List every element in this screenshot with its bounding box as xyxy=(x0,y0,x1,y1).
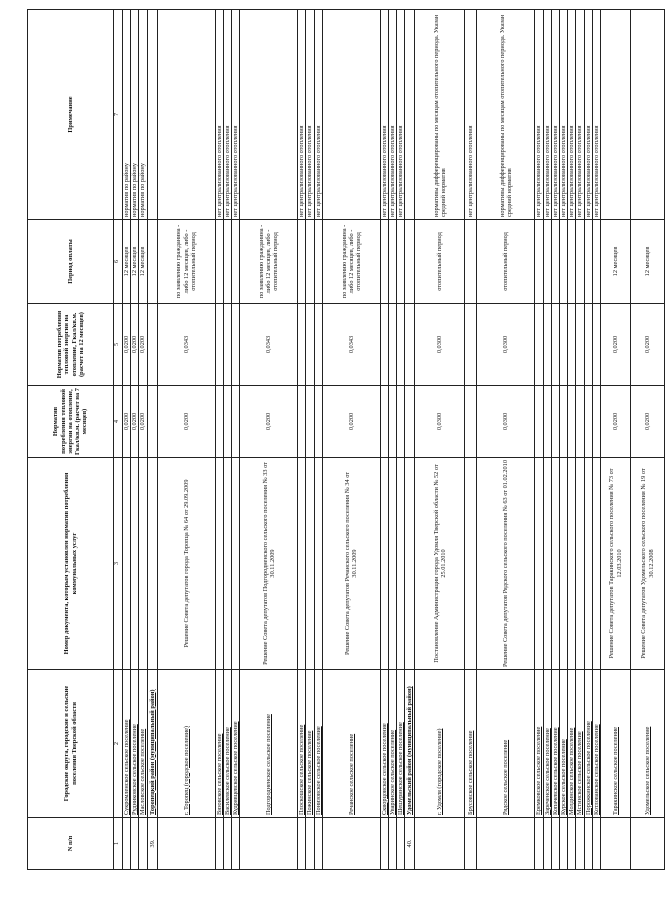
norm-7-months-value xyxy=(543,386,551,458)
settlement-name: Таракинское сельское поселение xyxy=(601,670,631,818)
settlement-name: Речанское сельское поселение xyxy=(322,670,380,818)
norm-12-months-value: 0,0343 xyxy=(157,304,215,386)
norm-12-months-value: 0,0300 xyxy=(415,304,465,386)
norm-12-months-value xyxy=(405,304,415,386)
settlement-name: Рядское сельское поселение xyxy=(477,670,535,818)
norm-12-months-value xyxy=(380,304,388,386)
document-reference: Решение Совета депутатов Рядского сельского поселения № 63 от 01.02.2010 xyxy=(477,458,535,670)
document-reference xyxy=(215,458,223,670)
row-number xyxy=(232,818,240,870)
note-text: нет централизованного отопления xyxy=(535,10,543,220)
note-text: нет централизованного отопления xyxy=(298,10,306,220)
norm-12-months-value: 0,0200 xyxy=(131,304,139,386)
note-text: норматив по району xyxy=(139,10,147,220)
norm-7-months-value xyxy=(397,386,405,458)
table-row xyxy=(477,10,535,870)
document-reference xyxy=(551,458,559,670)
payment-period xyxy=(397,220,405,304)
document-reference xyxy=(131,458,139,670)
payment-period xyxy=(298,220,306,304)
header-row xyxy=(28,10,114,870)
payment-period: 12 месяцев xyxy=(123,220,131,304)
note-text xyxy=(405,10,415,220)
document-reference xyxy=(232,458,240,670)
header-note: Примечание xyxy=(28,10,114,220)
payment-period xyxy=(584,220,592,304)
note-text: нормативы дифференцированы по месяцам отопительного периода. Указан средний норматив xyxy=(415,10,465,220)
settlement-name: Шешуринское сельское поселение xyxy=(397,670,405,818)
norm-12-months-value xyxy=(551,304,559,386)
note-text: нет централизованного отопления xyxy=(592,10,600,220)
note-text xyxy=(240,10,298,220)
settlement-name: г. Удомля (городское поселение) xyxy=(415,670,465,818)
document-reference xyxy=(380,458,388,670)
norm-7-months-value xyxy=(380,386,388,458)
document-reference xyxy=(314,458,322,670)
norm-12-months-value xyxy=(576,304,584,386)
document-reference xyxy=(147,458,157,670)
payment-period xyxy=(543,220,551,304)
norm-7-months-value xyxy=(465,386,477,458)
payment-period xyxy=(568,220,576,304)
norm-12-months-value xyxy=(314,304,322,386)
note-text xyxy=(147,10,157,220)
note-text xyxy=(601,10,631,220)
norm-12-months-value xyxy=(584,304,592,386)
document-reference xyxy=(576,458,584,670)
table-row xyxy=(576,10,584,870)
note-text: норматив по району xyxy=(131,10,139,220)
settlement-name: Уваринское сельское поселение xyxy=(389,670,397,818)
heating-norms-table xyxy=(27,9,665,870)
document-reference xyxy=(543,458,551,670)
note-text: нет централизованного отопления xyxy=(397,10,405,220)
settlement-name: Курское сельское поселение xyxy=(560,670,568,818)
row-number: 39. xyxy=(147,818,157,870)
settlement-name: Пожинское сельское поселение xyxy=(306,670,314,818)
norm-7-months-value xyxy=(405,386,415,458)
payment-period xyxy=(306,220,314,304)
row-number xyxy=(223,818,231,870)
payment-period xyxy=(535,220,543,304)
note-text: нет централизованного отопления xyxy=(543,10,551,220)
settlement-name: Масловское сельское поселение xyxy=(139,670,147,818)
norm-12-months-value xyxy=(223,304,231,386)
row-number xyxy=(157,818,215,870)
norm-7-months-value xyxy=(306,386,314,458)
norm-7-months-value: 0,0200 xyxy=(631,386,665,458)
norm-7-months-value: 0,0200 xyxy=(240,386,298,458)
document-reference xyxy=(560,458,568,670)
norm-12-months-value: 0,0343 xyxy=(322,304,380,386)
note-text: нет централизованного отопления xyxy=(560,10,568,220)
norm-7-months-value xyxy=(551,386,559,458)
settlement-name: Удомельский район (муниципальный район) xyxy=(405,670,415,818)
norm-7-months-value xyxy=(298,386,306,458)
table-row xyxy=(560,10,568,870)
table-row xyxy=(415,10,465,870)
note-text: нет централизованного отопления xyxy=(568,10,576,220)
document-reference xyxy=(389,458,397,670)
payment-period xyxy=(314,220,322,304)
norm-7-months-value xyxy=(223,386,231,458)
document-reference xyxy=(139,458,147,670)
norm-12-months-value xyxy=(465,304,477,386)
norm-7-months-value: 0,0200 xyxy=(157,386,215,458)
payment-period: 12 месяцев xyxy=(601,220,631,304)
column-number-row xyxy=(114,10,123,870)
table-row xyxy=(397,10,405,870)
note-text: нет централизованного отопления xyxy=(576,10,584,220)
document-reference xyxy=(223,458,231,670)
settlement-name: Еремковское сельское поселение xyxy=(535,670,543,818)
payment-period xyxy=(380,220,388,304)
row-number xyxy=(215,818,223,870)
note-text: нет централизованного отопления xyxy=(389,10,397,220)
row-number xyxy=(477,818,535,870)
norm-12-months-value xyxy=(215,304,223,386)
settlement-name: Кудрявцевское сельское поселение xyxy=(232,670,240,818)
row-number xyxy=(415,818,465,870)
payment-period: 12 месяцев xyxy=(131,220,139,304)
table-row xyxy=(232,10,240,870)
payment-period xyxy=(215,220,223,304)
norm-12-months-value xyxy=(535,304,543,386)
norm-12-months-value xyxy=(560,304,568,386)
norm-12-months-value xyxy=(298,304,306,386)
settlement-name: Мстинское сельское поселение xyxy=(576,670,584,818)
document-reference xyxy=(592,458,600,670)
settlement-name: г. Торопец (городское поселение) xyxy=(157,670,215,818)
table-row xyxy=(322,10,380,870)
norm-12-months-value: 0,0200 xyxy=(601,304,631,386)
table-row xyxy=(568,10,576,870)
settlement-name: Зареченское сельское поселение xyxy=(543,670,551,818)
column-number: 2 xyxy=(114,670,123,818)
row-number xyxy=(314,818,322,870)
payment-period xyxy=(465,220,477,304)
settlement-name: Молдинское сельское поселение xyxy=(568,670,576,818)
norm-7-months-value xyxy=(314,386,322,458)
norm-7-months-value: 0,0300 xyxy=(477,386,535,458)
header-norm-12-months: Норматив потребления тепловой энергии на отопление, Гкал/кв.м. (расчет на 12 месяцев) xyxy=(28,304,114,386)
row-number xyxy=(535,818,543,870)
table-row xyxy=(535,10,543,870)
norm-7-months-value xyxy=(147,386,157,458)
row-number xyxy=(631,818,665,870)
document-reference: Постановление Администрации города Удомля Тверской области № 52 от 25.01.2010 xyxy=(415,458,465,670)
row-number: 40. xyxy=(405,818,415,870)
document-reference xyxy=(397,458,405,670)
table-row xyxy=(631,10,665,870)
column-number: 5 xyxy=(114,304,123,386)
document-reference xyxy=(584,458,592,670)
note-text: нормативы дифференцированы по месяцам отопительного периода. Указан средний норматив xyxy=(477,10,535,220)
table-body xyxy=(123,10,665,870)
note-text xyxy=(157,10,215,220)
norm-12-months-value: 0,0343 xyxy=(240,304,298,386)
payment-period: по заявлению гражданина - либо 12 месяцев, либо - отопительный период xyxy=(240,220,298,304)
norm-7-months-value xyxy=(535,386,543,458)
norm-7-months-value: 0,0200 xyxy=(139,386,147,458)
note-text xyxy=(631,10,665,220)
payment-period: 12 месяцев xyxy=(139,220,147,304)
document-reference xyxy=(123,458,131,670)
norm-12-months-value: 0,0200 xyxy=(631,304,665,386)
norm-12-months-value: 0,0300 xyxy=(477,304,535,386)
norm-12-months-value xyxy=(543,304,551,386)
document-reference: Решение Совета депутатов Речанского сельского поселения № 34 от 30.11.2009 xyxy=(322,458,380,670)
norm-7-months-value xyxy=(584,386,592,458)
norm-7-months-value: 0,0200 xyxy=(123,386,131,458)
norm-12-months-value xyxy=(568,304,576,386)
row-number xyxy=(601,818,631,870)
header-document: Номер документа, которым установлен норматив потребления коммунальных услуг xyxy=(28,458,114,670)
row-number xyxy=(543,818,551,870)
document-reference xyxy=(306,458,314,670)
column-number: 3 xyxy=(114,458,123,670)
table-row xyxy=(139,10,147,870)
table-row xyxy=(306,10,314,870)
table-row xyxy=(123,10,131,870)
settlement-name: Рудниковское сельское поселение xyxy=(131,670,139,818)
payment-period xyxy=(232,220,240,304)
row-number xyxy=(560,818,568,870)
norm-7-months-value xyxy=(568,386,576,458)
payment-period: по заявлению гражданина - либо 12 месяцев, либо - отопительный период xyxy=(157,220,215,304)
row-number xyxy=(139,818,147,870)
norm-7-months-value xyxy=(560,386,568,458)
norm-12-months-value xyxy=(306,304,314,386)
table-row xyxy=(147,10,157,870)
column-number: 6 xyxy=(114,220,123,304)
table-row xyxy=(157,10,215,870)
table-row xyxy=(389,10,397,870)
settlement-name: Подгородненское сельское поселение xyxy=(240,670,298,818)
payment-period xyxy=(592,220,600,304)
payment-period xyxy=(576,220,584,304)
settlement-name: Василевское сельское поселение xyxy=(223,670,231,818)
table-row xyxy=(223,10,231,870)
column-number: 7 xyxy=(114,10,123,220)
payment-period xyxy=(389,220,397,304)
table-row xyxy=(215,10,223,870)
payment-period: 12 месяцев xyxy=(631,220,665,304)
document-reference xyxy=(298,458,306,670)
table-row xyxy=(405,10,415,870)
payment-period: по заявлению гражданина - либо 12 месяцев, либо - отопительный период xyxy=(322,220,380,304)
norm-12-months-value xyxy=(232,304,240,386)
note-text: норматив по району xyxy=(123,10,131,220)
table-row xyxy=(240,10,298,870)
payment-period xyxy=(560,220,568,304)
settlement-name: Торопецкий район (муниципальный район) xyxy=(147,670,157,818)
norm-7-months-value: 0,0200 xyxy=(601,386,631,458)
settlement-name: Вязовское сельское поселение xyxy=(215,670,223,818)
row-number xyxy=(298,818,306,870)
settlement-name: Сукромленское сельское поселение xyxy=(123,670,131,818)
rotated-table-container xyxy=(27,10,655,870)
table-row xyxy=(380,10,388,870)
norm-7-months-value: 0,0200 xyxy=(131,386,139,458)
row-number xyxy=(568,818,576,870)
table-row xyxy=(543,10,551,870)
row-number xyxy=(389,818,397,870)
table-row xyxy=(298,10,306,870)
document-reference xyxy=(535,458,543,670)
column-number: 4 xyxy=(114,386,123,458)
table-row xyxy=(584,10,592,870)
norm-12-months-value: 0,0200 xyxy=(123,304,131,386)
row-number xyxy=(465,818,477,870)
settlement-name: Копачевское сельское поселение xyxy=(551,670,559,818)
table-row xyxy=(551,10,559,870)
note-text: нет централизованного отопления xyxy=(223,10,231,220)
payment-period xyxy=(405,220,415,304)
document-reference: Решение Совета депутатов Таракинского сельского поселения № 73 от 12.03.2010 xyxy=(601,458,631,670)
norm-12-months-value xyxy=(389,304,397,386)
header-settlement: Городские округа, городские и сельские поселения Тверской области xyxy=(28,670,114,818)
settlement-name: Понизовское сельское поселение xyxy=(314,670,322,818)
settlement-name: Плоскошское сельское поселение xyxy=(298,670,306,818)
row-number xyxy=(131,818,139,870)
norm-12-months-value xyxy=(592,304,600,386)
row-number xyxy=(592,818,600,870)
document-reference xyxy=(465,458,477,670)
payment-period xyxy=(551,220,559,304)
row-number xyxy=(576,818,584,870)
settlement-name: Порожкинское сельское поселение xyxy=(584,670,592,818)
norm-12-months-value: 0,0200 xyxy=(139,304,147,386)
note-text: нет централизованного отопления xyxy=(584,10,592,220)
norm-7-months-value xyxy=(592,386,600,458)
row-number xyxy=(306,818,314,870)
header-number: N п/п xyxy=(28,818,114,870)
norm-7-months-value xyxy=(389,386,397,458)
row-number xyxy=(380,818,388,870)
note-text: нет централизованного отопления xyxy=(232,10,240,220)
row-number xyxy=(584,818,592,870)
table-row xyxy=(314,10,322,870)
table-row xyxy=(131,10,139,870)
note-text: нет централизованного отопления xyxy=(306,10,314,220)
column-number: 1 xyxy=(114,818,123,870)
settlement-name: Удомельское сельское поселение xyxy=(631,670,665,818)
payment-period: отопительный период xyxy=(415,220,465,304)
norm-12-months-value xyxy=(147,304,157,386)
document-reference: Решение Совета депутатов Удомельского сельского поселения № 19 от 30.12.2008 xyxy=(631,458,665,670)
note-text: нет централизованного отопления xyxy=(551,10,559,220)
header-payment-period: Период оплаты xyxy=(28,220,114,304)
table-row xyxy=(465,10,477,870)
note-text: нет централизованного отопления xyxy=(215,10,223,220)
header-norm-7-months: Норматив потребления тепловой энергии на отопление, Гкал/кв.м. (расчет на 7 месяцев) xyxy=(28,386,114,458)
payment-period xyxy=(147,220,157,304)
row-number xyxy=(551,818,559,870)
table-row xyxy=(592,10,600,870)
table-row xyxy=(601,10,631,870)
row-number xyxy=(397,818,405,870)
payment-period xyxy=(223,220,231,304)
norm-12-months-value xyxy=(397,304,405,386)
settlement-name: Скворцовское сельское поселение xyxy=(380,670,388,818)
note-text: нет централизованного отопления xyxy=(314,10,322,220)
settlement-name: Брусовское сельское поселение xyxy=(465,670,477,818)
norm-7-months-value xyxy=(232,386,240,458)
norm-7-months-value: 0,0200 xyxy=(322,386,380,458)
row-number xyxy=(123,818,131,870)
row-number xyxy=(322,818,380,870)
norm-7-months-value: 0,0300 xyxy=(415,386,465,458)
note-text xyxy=(322,10,380,220)
norm-7-months-value xyxy=(215,386,223,458)
document-reference: Решение Совета депутатов Подгородненского сельского поселения № 33 от 30.11.2009 xyxy=(240,458,298,670)
document-reference xyxy=(405,458,415,670)
payment-period: отопительный период xyxy=(477,220,535,304)
document-reference xyxy=(568,458,576,670)
note-text: нет централизованного отопления xyxy=(465,10,477,220)
row-number xyxy=(240,818,298,870)
norm-7-months-value xyxy=(576,386,584,458)
document-reference: Решение Совета депутатов города Торопца № 64 от 29.09.2009 xyxy=(157,458,215,670)
note-text: нет централизованного отопления xyxy=(380,10,388,220)
settlement-name: Котлованское сельское поселение xyxy=(592,670,600,818)
